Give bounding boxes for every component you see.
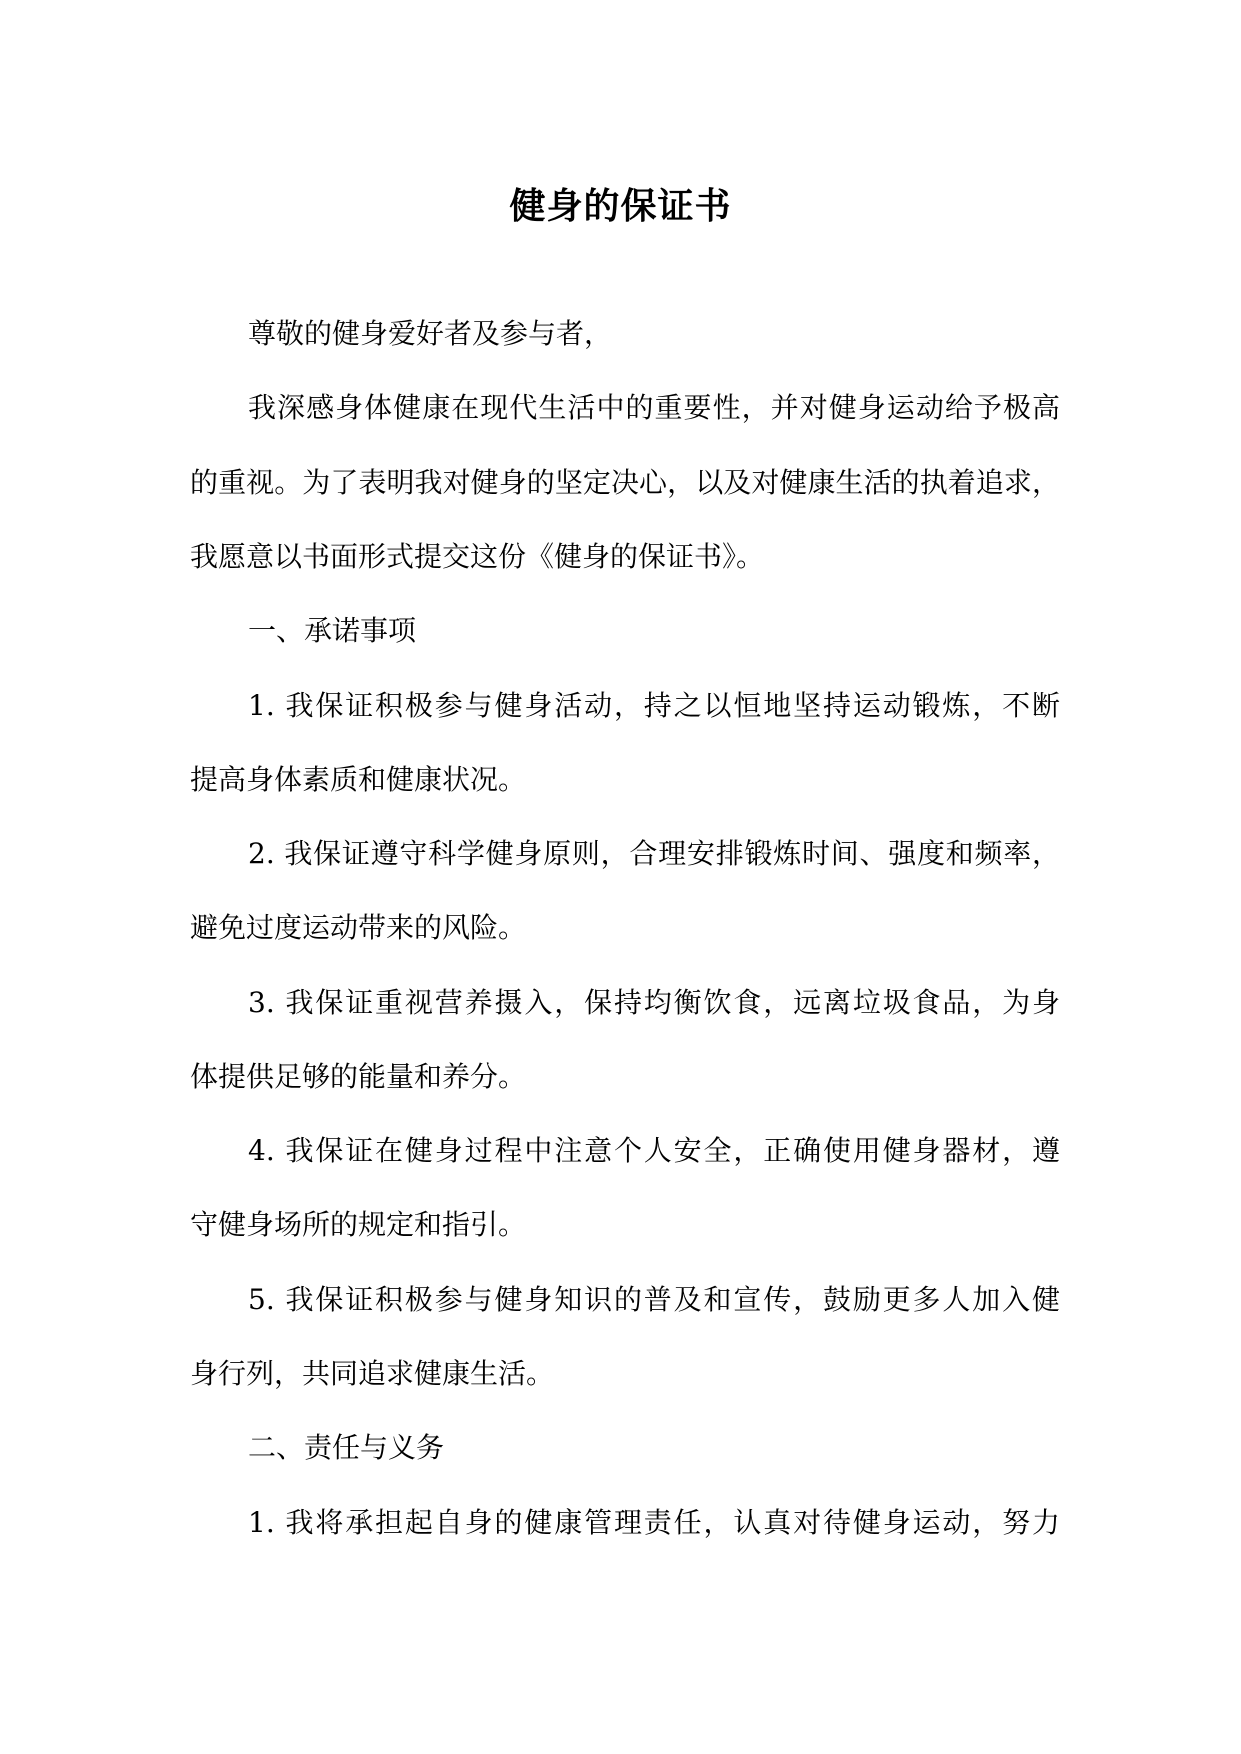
paragraph-line: 的重视。为了表明我对健身的坚定决心，以及对健康生活的执着追求，: [190, 466, 1060, 499]
list-item-line: 4. 我保证在健身过程中注意个人安全，正确使用健身器材，遵: [248, 1134, 1060, 1167]
list-item-line: 提高身体素质和健康状况。: [190, 763, 527, 796]
list-item-line: 2. 我保证遵守科学健身原则，合理安排锻炼时间、强度和频率，: [248, 837, 1060, 870]
list-item-line: 体提供足够的能量和养分。: [190, 1060, 527, 1093]
list-item-line: 1. 我保证积极参与健身活动，持之以恒地坚持运动锻炼，不断: [248, 689, 1060, 722]
document-title: 健身的保证书: [509, 185, 732, 227]
salutation: 尊敬的健身爱好者及参与者，: [248, 317, 613, 350]
section-heading: 一、承诺事项: [248, 614, 417, 647]
list-item-line: 1. 我将承担起自身的健康管理责任，认真对待健身运动，努力: [248, 1506, 1060, 1539]
list-item-line: 身行列，共同追求健康生活。: [190, 1357, 555, 1390]
list-item-line: 避免过度运动带来的风险。: [190, 911, 527, 944]
list-item-line: 守健身场所的规定和指引。: [190, 1208, 527, 1241]
section-heading: 二、责任与义务: [248, 1431, 445, 1464]
list-item-line: 5. 我保证积极参与健身知识的普及和宣传，鼓励更多人加入健: [248, 1283, 1060, 1316]
paragraph-line: 我愿意以书面形式提交这份《健身的保证书》。: [190, 540, 765, 573]
list-item-line: 3. 我保证重视营养摄入，保持均衡饮食，远离垃圾食品，为身: [248, 986, 1060, 1019]
paragraph-line: 我深感身体健康在现代生活中的重要性，并对健身运动给予极高: [248, 391, 1060, 424]
